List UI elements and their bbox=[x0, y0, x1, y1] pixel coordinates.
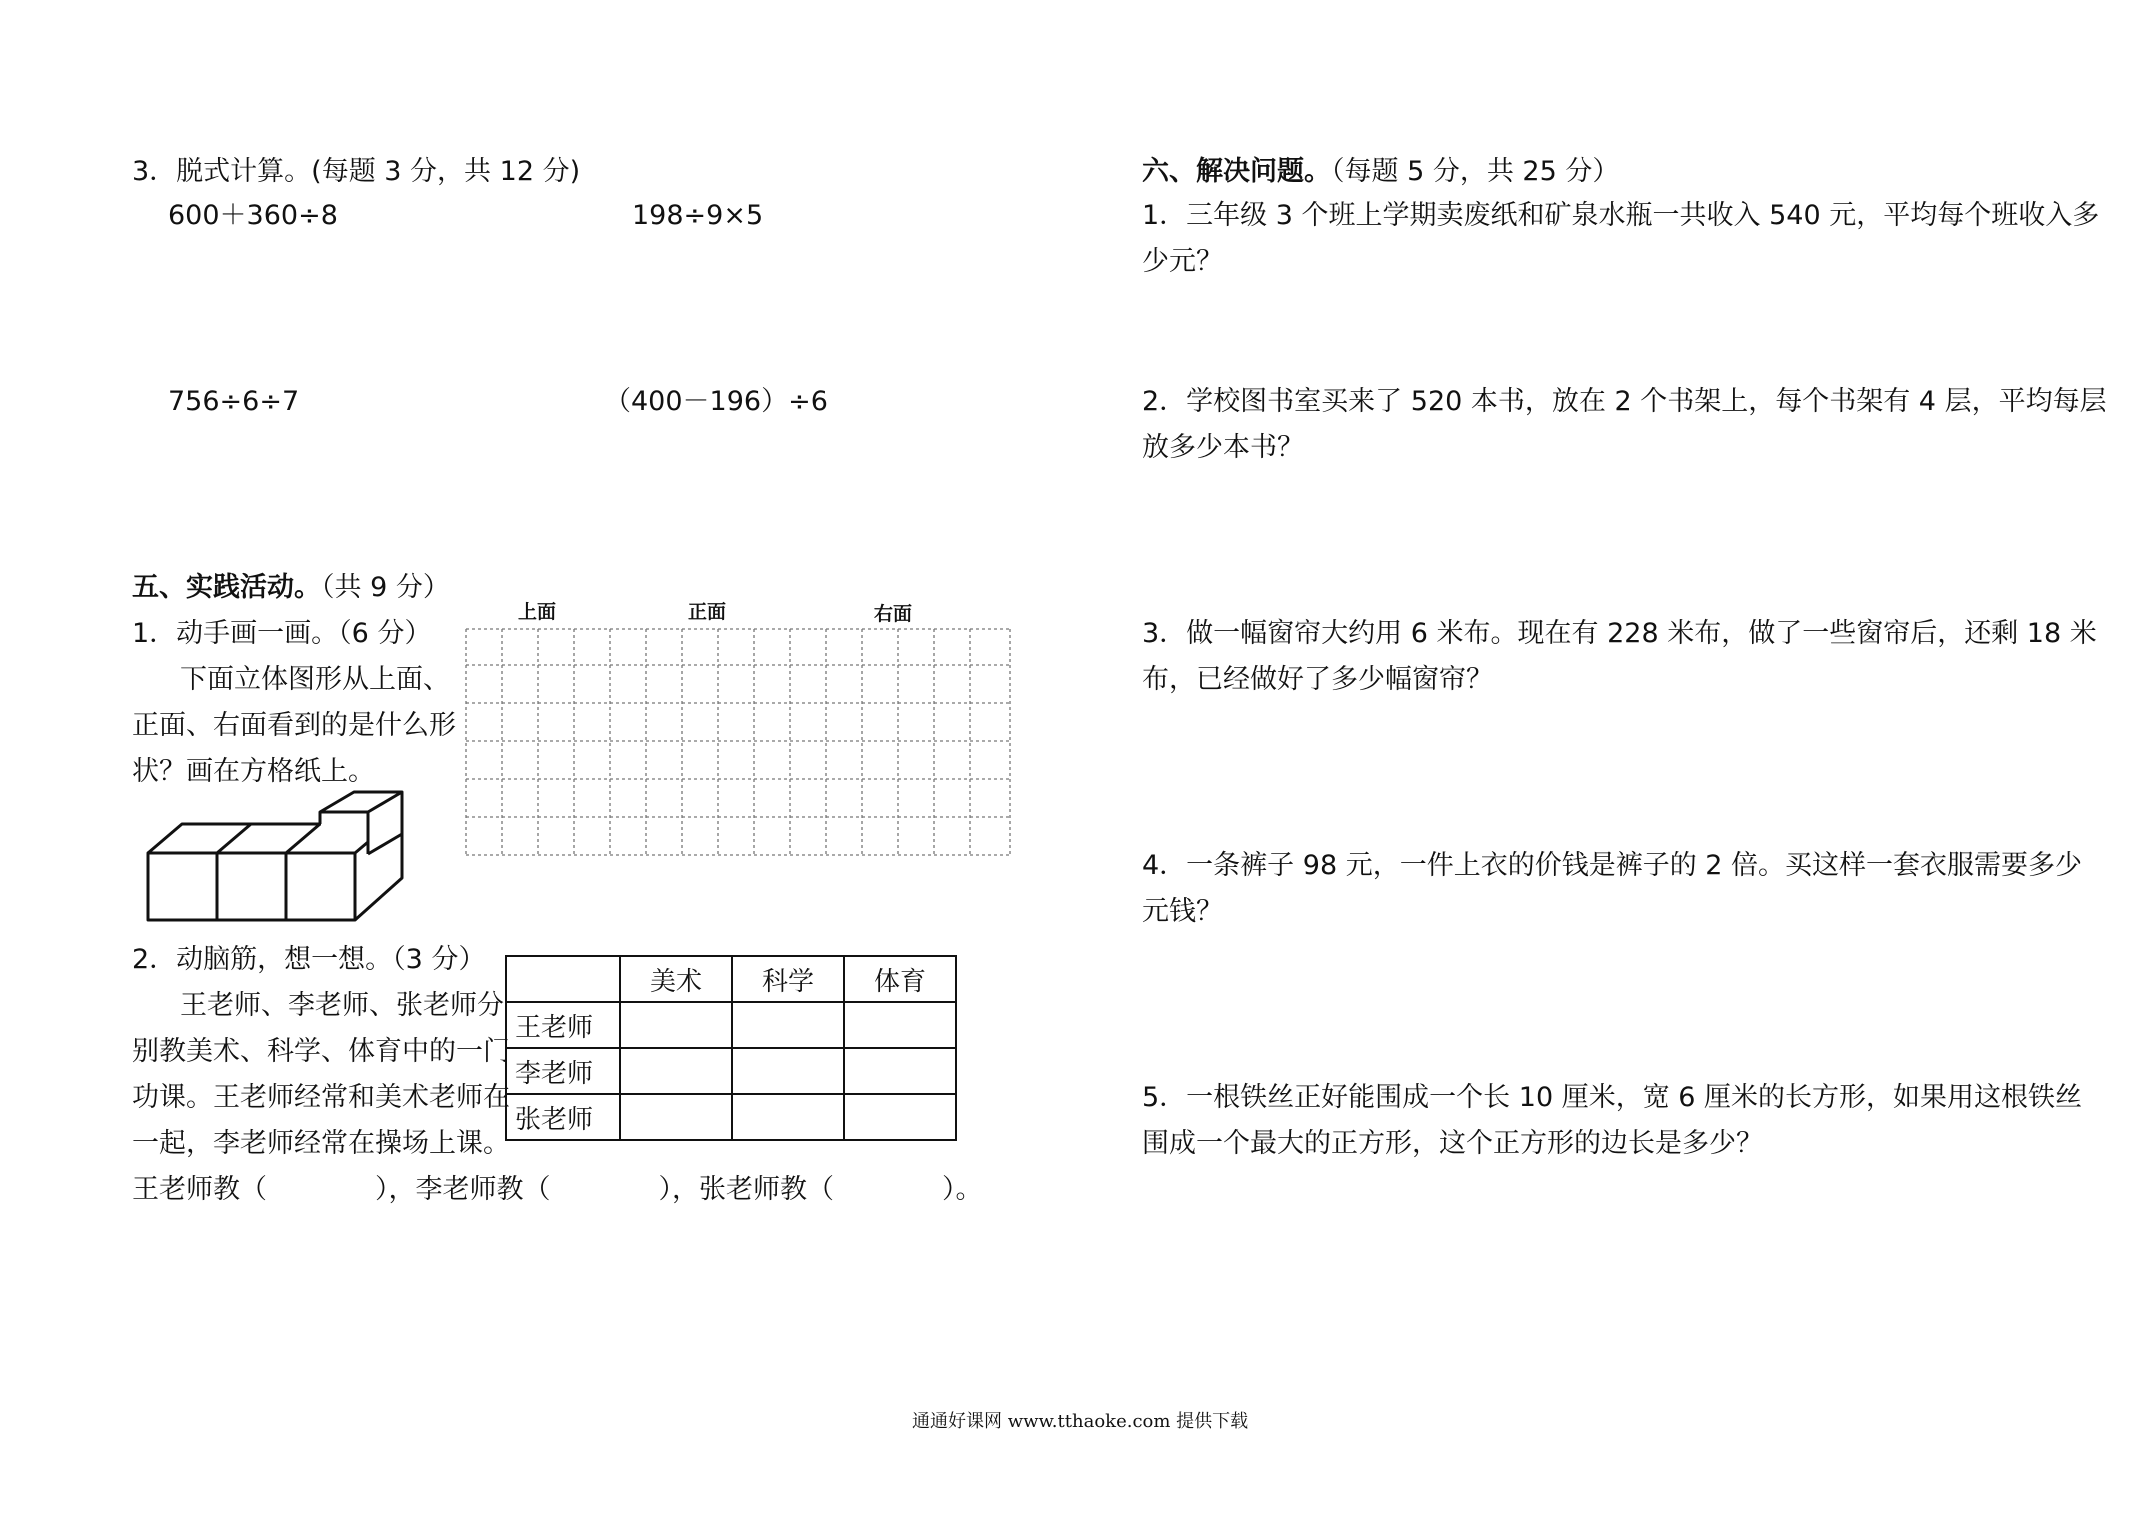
problem-4-line-2: 元钱？ bbox=[1142, 896, 1223, 927]
section-5-heading bbox=[132, 572, 450, 604]
q2-line-3: 功课。王老师经常和美术老师在 bbox=[132, 1082, 510, 1113]
table-header-row bbox=[506, 956, 956, 1002]
expr-4: （400－196）÷6 bbox=[604, 386, 828, 417]
table-corner bbox=[506, 956, 620, 1002]
table-cell bbox=[844, 1048, 956, 1094]
section-6-score: （每题 5 分，共 25 分） bbox=[1331, 156, 1620, 187]
expr-2: 198÷9×5 bbox=[632, 200, 764, 231]
table-cell bbox=[844, 1094, 956, 1140]
q1-line-1: 下面立体图形从上面、 bbox=[180, 664, 450, 695]
problem-3-line-2: 布，已经做好了多少幅窗帘？ bbox=[1142, 664, 1493, 695]
problem-5-line-2: 围成一个最大的正方形，这个正方形的边长是多少？ bbox=[1142, 1128, 1763, 1159]
table-header-cell: 体育 bbox=[844, 956, 956, 1002]
expr-1: 600＋360÷8 bbox=[168, 200, 338, 231]
teacher-subject-table bbox=[505, 955, 957, 1141]
q2-title: 2．动脑筋，想一想。（3 分） bbox=[132, 944, 486, 975]
table-cell bbox=[732, 1002, 844, 1048]
table-row-label: 李老师 bbox=[506, 1048, 620, 1094]
table-row bbox=[506, 1048, 956, 1094]
table-row-label: 张老师 bbox=[506, 1094, 620, 1140]
problem-1-line-1: 1．三年级 3 个班上学期卖废纸和矿泉水瓶一共收入 540 元，平均每个班收入多 bbox=[1142, 200, 2100, 231]
section-6-title: 六、解决问题。 bbox=[1142, 156, 1331, 187]
section-5-title: 五、实践活动。 bbox=[132, 572, 321, 603]
table-header-cell: 美术 bbox=[620, 956, 732, 1002]
problem-2-line-2: 放多少本书？ bbox=[1142, 432, 1304, 463]
q2-line-1: 王老师、李老师、张老师分 bbox=[180, 990, 504, 1021]
problem-3-line-1: 3．做一幅窗帘大约用 6 米布。现在有 228 米布，做了一些窗帘后，还剩 18 米 bbox=[1142, 618, 2097, 649]
q2-answer-line: 王老师教（ ），李老师教（ ），张老师教（ ）。 bbox=[132, 1174, 983, 1205]
grid-label-right: 右面 bbox=[874, 603, 913, 625]
q1-line-2: 正面、右面看到的是什么形 bbox=[132, 710, 456, 741]
table-cell bbox=[732, 1048, 844, 1094]
q2-line-2: 别教美术、科学、体育中的一门 bbox=[132, 1036, 510, 1067]
problem-4-line-1: 4．一条裤子 98 元，一件上衣的价钱是裤子的 2 倍。买这样一套衣服需要多少 bbox=[1142, 850, 2083, 881]
q1-line-3: 状？画在方格纸上。 bbox=[132, 756, 375, 787]
table-row bbox=[506, 1002, 956, 1048]
expr-3: 756÷6÷7 bbox=[168, 386, 300, 417]
section-5-score: （共 9 分） bbox=[321, 572, 450, 603]
table-header-cell: 科学 bbox=[732, 956, 844, 1002]
problem-1-line-2: 少元？ bbox=[1142, 246, 1223, 277]
table-row-label: 王老师 bbox=[506, 1002, 620, 1048]
table-cell bbox=[620, 1094, 732, 1140]
table-cell bbox=[844, 1002, 956, 1048]
footer-credit: 通通好课网 www.tthaoke.com 提供下载 bbox=[912, 1411, 1249, 1432]
problem-5-line-1: 5．一根铁丝正好能围成一个长 10 厘米，宽 6 厘米的长方形，如果用这根铁丝 bbox=[1142, 1082, 2083, 1113]
q2-line-4: 一起，李老师经常在操场上课。 bbox=[132, 1128, 510, 1159]
table-cell bbox=[620, 1048, 732, 1094]
grid-paper bbox=[462, 625, 1014, 859]
cube-figure bbox=[140, 786, 420, 926]
section-6-heading bbox=[1142, 156, 1619, 188]
table-cell bbox=[732, 1094, 844, 1140]
table-cell bbox=[620, 1002, 732, 1048]
q1-title: 1．动手画一画。（6 分） bbox=[132, 618, 432, 649]
grid-label-top: 上面 bbox=[518, 601, 557, 623]
problem-2-line-1: 2．学校图书室买来了 520 本书，放在 2 个书架上，每个书架有 4 层，平均每层 bbox=[1142, 386, 2107, 417]
q3-title: 3．脱式计算。(每题 3 分，共 12 分) bbox=[132, 156, 581, 187]
table-row bbox=[506, 1094, 956, 1140]
grid-label-front: 正面 bbox=[688, 601, 727, 623]
